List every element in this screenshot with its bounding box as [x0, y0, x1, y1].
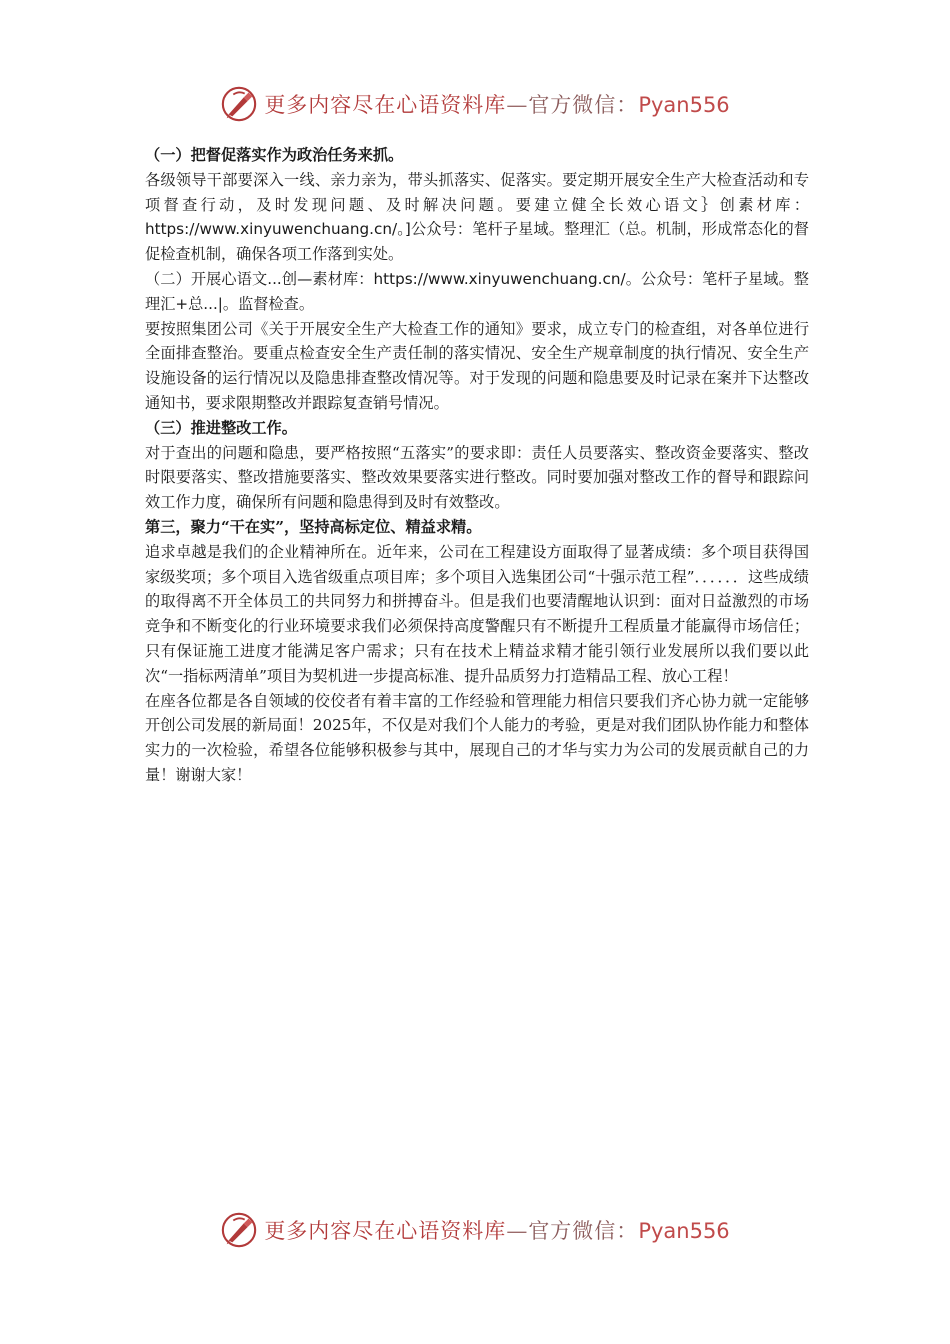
banner-wechat-handle: Pyan556	[638, 1219, 730, 1243]
header-banner	[0, 82, 950, 126]
banner-text	[264, 1215, 729, 1245]
section-heading: （一）把督促落实作为政治任务来抓。	[145, 146, 404, 164]
banner-wechat-label: 官方微信：	[528, 1219, 639, 1243]
section-heading: （三）推进整改工作。	[145, 418, 297, 437]
footer-banner-inner	[220, 1211, 729, 1249]
banner-separator: —	[506, 1219, 529, 1243]
banner-text	[264, 89, 729, 119]
body-paragraph: 对于查出的问题和隐患，要严格按照“五落实”的要求即：责任人员要落实、整改资金要落实、整改时限要落实、整改措施要落实、整改效果要落实进行整改。同时要加强对整改工作的督导和跟踪问效工作力度，确保所有问题和隐患得到及时有效整改。	[145, 443, 809, 512]
fountain-pen-logo-icon	[220, 1211, 258, 1249]
banner-site-text: 更多内容尽在心语资料库	[264, 93, 507, 117]
banner-wechat-handle: Pyan556	[638, 93, 730, 117]
banner-wechat-label: 官方微信：	[528, 93, 639, 117]
section-heading: 第三，聚力“干在实”，坚持高标定位、精益求精。	[145, 517, 482, 536]
header-banner-inner	[220, 85, 729, 123]
section-heading: （二）开展心语文...创—素材库：https://www.xinyuwenchuang.cn/。公众号：笔杆子星域。整理汇+总...|。监督检查。	[145, 269, 809, 313]
body-paragraph: 各级领导干部要深入一线、亲力亲为，带头抓落实、促落实。要定期开展安全生产大检查活动和专项督查行动，及时发现问题、及时解决问题。要建立健全长效心语文｝创素材库：https://www.xinyuwenchuang.cn/。]公众号：笔杆子星域。整理汇（总。机制，形成常态化的督促检查机制，确保各项工作落到实处。	[145, 170, 809, 264]
fountain-pen-logo-icon	[220, 85, 258, 123]
banner-separator: —	[506, 93, 529, 117]
body-paragraph: 追求卓越是我们的企业精神所在。近年来，公司在工程建设方面取得了显著成绩：多个项目获得国家级奖项；多个项目入选省级重点项目库；多个项目入选集团公司“十强示范工程”．．．．．．这些成绩的取得离不开全体员工的共同努力和拼搏奋斗。但是我们也要清醒地认识到：面对日益激烈的市场竞争和不断变化的行业环境要求我们必须保持高度警醒只有不断提升工程质量才能赢得市场信任；只有保证施工进度才能满足客户需求；只有在技术上精益求精才能引领行业发展所以我们要以此次“一指标两清单”项目为契机进一步提高标准、提升品质努力打造精品工程、放心工程！	[145, 542, 809, 685]
document-body	[145, 143, 809, 788]
body-paragraph: 要按照集团公司《关于开展安全生产大检查工作的通知》要求，成立专门的检查组，对各单位进行全面排查整治。要重点检查安全生产责任制的落实情况、安全生产规章制度的执行情况、安全生产设施设备的运行情况以及隐患排查整改情况等。对于发现的问题和隐患要及时记录在案并下达整改通知书，要求限期整改并跟踪复查销号情况。	[145, 319, 809, 412]
body-paragraph: 在座各位都是各自领域的佼佼者有着丰富的工作经验和管理能力相信只要我们齐心协力就一定能够开创公司发展的新局面！2025年，不仅是对我们个人能力的考验，更是对我们团队协作能力和整体实力的一次检验，希望各位能够积极参与其中，展现自己的才华与实力为公司的发展贡献自己的力量！谢谢大家！	[145, 691, 809, 784]
banner-site-text: 更多内容尽在心语资料库	[264, 1219, 507, 1243]
footer-banner	[0, 1208, 950, 1252]
